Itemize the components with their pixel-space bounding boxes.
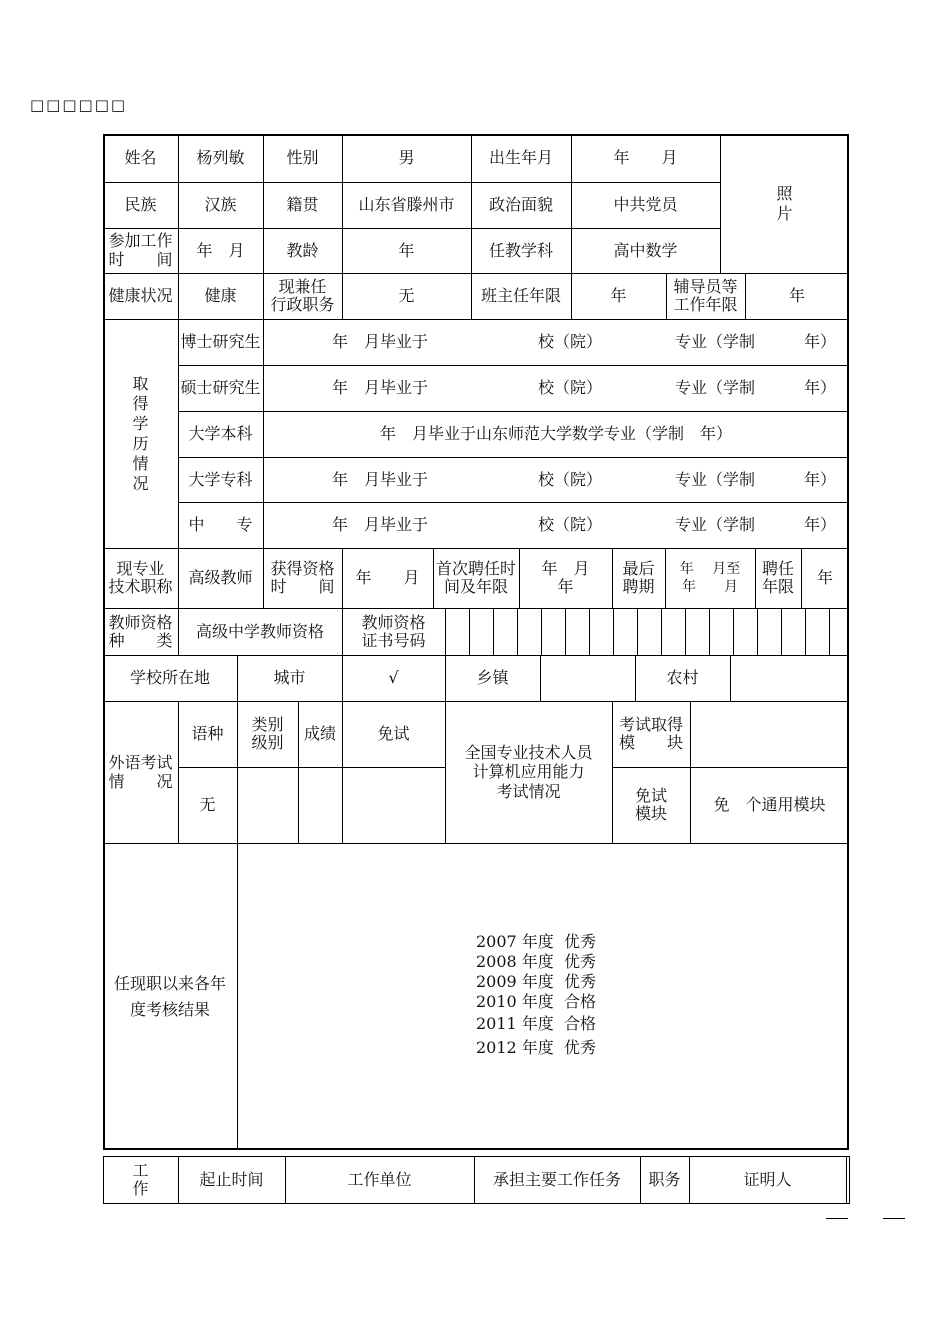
qual-time-value: 年 月 (355, 568, 420, 587)
page-dash (883, 1218, 905, 1219)
edu-years-text: 年） (803, 378, 836, 397)
edu-grad-text: 年 月毕业于 (331, 332, 428, 351)
assessment-item: 2010 年度 合格 (476, 992, 596, 1011)
gender-value: 男 (398, 148, 415, 167)
location-town: 乡镇 (476, 668, 509, 687)
edu-grad-text: 年 月毕业于 (331, 469, 428, 489)
assessment-item: 2012 年度 优秀 (476, 1038, 596, 1057)
exam-exempt-module-value: 免 个通用模块 (713, 795, 826, 814)
cert-digit-divider (757, 608, 758, 655)
edu-major-text: 专业（学制 (674, 332, 755, 351)
assessment-item: 2008 年度 优秀 (476, 952, 596, 971)
location-city: 城市 (273, 668, 306, 687)
political-value: 中共党员 (613, 195, 678, 214)
edu-level: 中 专 (188, 515, 253, 534)
ethnic-value: 汉族 (204, 195, 237, 214)
exam-passed-label: 考试取得 模 块 (618, 714, 683, 752)
birth-label: 出生年月 (488, 148, 553, 167)
cert-digit-divider (781, 608, 782, 655)
cert-digit-divider (517, 608, 518, 655)
edu-level: 博士研究生 (180, 332, 261, 351)
cert-digit-divider (637, 608, 638, 655)
page-header: □□□□□□ (30, 96, 128, 114)
term-years-value: 年 (816, 568, 833, 587)
title-label: 现专业 技术职称 (108, 558, 173, 596)
cert-digit-divider (829, 608, 830, 655)
cert-digit-divider (805, 608, 806, 655)
exam-lang-label: 语种 (191, 724, 224, 743)
work-col-period: 起止时间 (199, 1170, 264, 1189)
qual-time-label: 获得资格 时 间 (270, 558, 335, 596)
head-teacher-label: 班主任年限 (480, 286, 561, 305)
computer-exam-label: 全国专业技术人员 计算机应用能力 考试情况 (464, 743, 593, 801)
head-teacher-value: 年 (610, 286, 627, 305)
health-value: 健康 (204, 286, 237, 305)
assessment-item: 2007 年度 优秀 (476, 932, 596, 951)
exam-exempt-label: 免试 (377, 724, 410, 743)
counselor-label: 辅导员等 工作年限 (673, 276, 738, 314)
ethnic-label: 民族 (124, 195, 157, 214)
work-start-value: 年 月 (196, 240, 245, 260)
origin-value: 山东省滕州市 (358, 195, 455, 214)
edu-level: 大学专科 (188, 469, 253, 489)
origin-label: 籍贯 (286, 195, 319, 214)
teaching-age-label: 教龄 (286, 240, 319, 260)
photo-box: 照 片 (776, 183, 793, 223)
edu-years-text: 年） (803, 515, 836, 534)
assessment-item: 2009 年度 优秀 (476, 972, 596, 991)
edu-major-text: 专业（学制 (674, 469, 755, 489)
teaching-age-value: 年 (398, 240, 415, 260)
cert-digit-divider (541, 608, 542, 655)
work-col-unit: 工作单位 (347, 1170, 412, 1189)
cert-digit-divider (445, 608, 446, 655)
edu-school-text: 校（院） (537, 515, 602, 534)
work-col-witness: 证明人 (743, 1170, 792, 1189)
exam-exempt-module-label: 免试 模块 (634, 785, 667, 823)
location-rural: 农村 (666, 668, 699, 687)
name-value: 杨列敏 (196, 148, 245, 167)
location-city-check: √ (388, 668, 399, 687)
work-col-tasks: 承担主要工作任务 (492, 1170, 621, 1189)
edu-school-text: 校（院） (537, 469, 602, 489)
work-col-position: 职务 (648, 1170, 681, 1189)
political-label: 政治面貌 (488, 195, 553, 214)
cert-digit-divider (493, 608, 494, 655)
birth-value: 年 月 (613, 148, 678, 167)
edu-major-text: 专业（学制 (674, 515, 755, 534)
cert-digit-divider (613, 608, 614, 655)
assessment-label: 任现职以来各年 度考核结果 (113, 973, 226, 1019)
health-label: 健康状况 (108, 286, 173, 305)
edu-major-text: 专业（学制 (674, 378, 755, 397)
first-hire-label: 首次聘任时 间及年限 (435, 558, 516, 596)
edu-school-text: 校（院） (537, 378, 602, 397)
page-dash (826, 1218, 848, 1219)
first-hire-value: 年 月 年 (541, 558, 590, 596)
cert-type-value: 高级中学教师资格 (195, 621, 324, 641)
subject-label: 任教学科 (488, 240, 553, 260)
title-value: 高级教师 (188, 568, 253, 587)
edu-level: 硕士研究生 (180, 378, 261, 397)
edu-bachelor-text: 年 月毕业于山东师范大学数学专业（学制 年） (379, 424, 732, 443)
counselor-value: 年 (788, 286, 805, 305)
exam-label: 外语考试 情 况 (108, 752, 173, 791)
edu-grad-text: 年 月毕业于 (331, 515, 428, 534)
edu-school-text: 校（院） (537, 332, 602, 351)
exam-score-label: 成绩 (303, 724, 336, 743)
subject-value: 高中数学 (613, 240, 678, 260)
cert-digit-divider (565, 608, 566, 655)
cert-type-label: 教师资格 种 类 (108, 612, 173, 650)
assessment-list (476, 932, 596, 1058)
gender-label: 性别 (286, 148, 319, 167)
work-label: 工 作 (132, 1161, 149, 1198)
work-start-label: 参加工作 时 间 (108, 231, 173, 269)
edu-years-text: 年） (803, 469, 836, 489)
exam-lang-value: 无 (199, 795, 216, 814)
term-years-label: 聘任 年限 (761, 558, 794, 596)
last-term-label: 最后 聘期 (622, 558, 655, 596)
cert-digit-divider (685, 608, 686, 655)
education-label: 取 得 学 历 情 况 (132, 373, 149, 493)
assessment-item: 2011 年度 合格 (476, 1014, 596, 1033)
edu-grad-text: 年 月毕业于 (331, 378, 428, 397)
admin-post-label: 现兼任 行政职务 (270, 276, 335, 314)
admin-post-value: 无 (398, 286, 415, 305)
edu-years-text: 年） (803, 332, 836, 351)
location-label: 学校所在地 (129, 668, 210, 687)
cert-digit-divider (469, 608, 470, 655)
cert-digit-divider (733, 608, 734, 655)
exam-class-label: 类别 级别 (251, 714, 284, 752)
cert-digit-divider (661, 608, 662, 655)
cert-number-label: 教师资格 证书号码 (361, 612, 426, 650)
cert-digit-divider (709, 608, 710, 655)
cert-digit-divider (589, 608, 590, 655)
name-label: 姓名 (124, 148, 157, 167)
edu-level-bachelor: 大学本科 (188, 424, 253, 443)
last-term-value: 年 月至 年 月 (679, 560, 741, 595)
